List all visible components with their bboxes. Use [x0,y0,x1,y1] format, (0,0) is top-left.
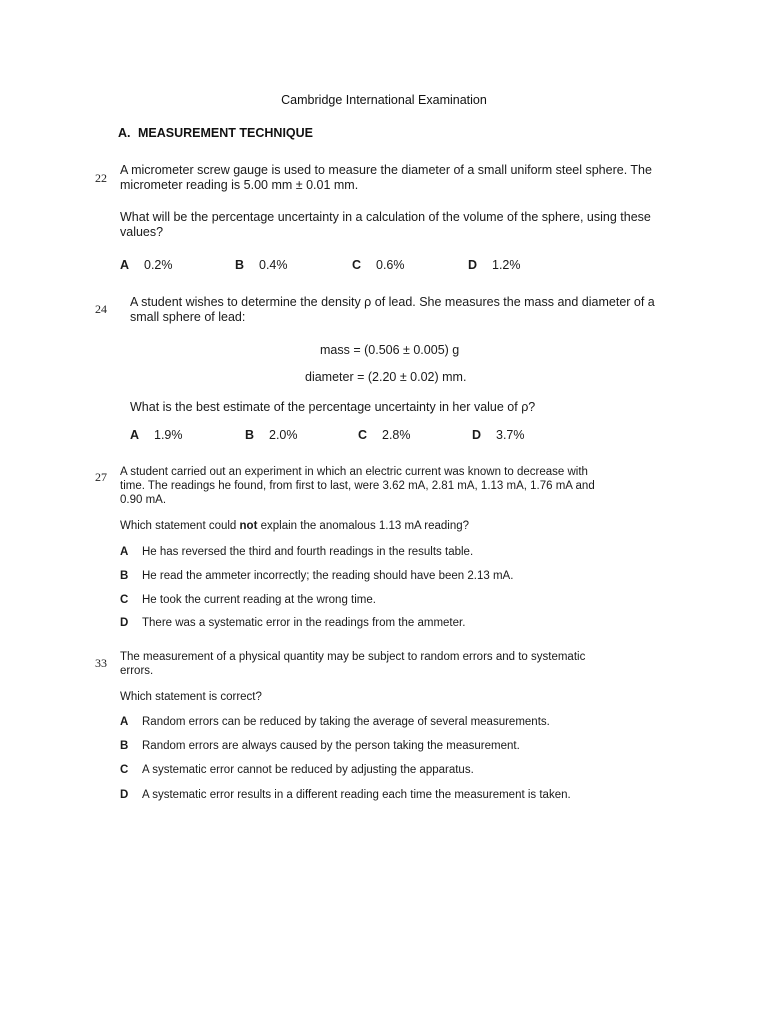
question-number: 33 [95,656,107,670]
answer-option [120,764,474,776]
answer-option [120,594,376,606]
answer-option [120,546,473,558]
option-letter: A [130,428,140,442]
answer-option [120,617,465,629]
stem-line: 0.90 mA. [120,494,167,506]
option-letter: A [120,258,130,272]
question-prompt [130,400,535,415]
answer-option [352,258,405,272]
stem-line: A student carried out an experiment in which an electric current was known to decrease with [120,466,588,478]
option-text: 0.6% [376,258,405,272]
prompt-line: values? [120,225,164,239]
option-letter: D [472,428,482,442]
equation-mass: mass = (0.506 ± 0.005) g [320,343,460,357]
question-number: 24 [95,302,107,316]
question-stem [120,465,595,507]
stem-line: micrometer reading is 5.00 mm ± 0.01 mm. [120,178,359,192]
question-stem [120,163,652,193]
option-text: A systematic error cannot be reduced by adjusting the apparatus. [142,764,474,776]
question-prompt [120,690,262,705]
option-text: 1.9% [154,428,183,442]
option-text: There was a systematic error in the readings from the ammeter. [142,617,466,629]
section-letter: A. [118,126,131,140]
section-title: MEASUREMENT TECHNIQUE [138,126,314,140]
stem-line: A micrometer screw gauge is used to measure the diameter of a small uniform steel sphere. The [120,163,652,177]
answer-option [130,428,183,442]
prompt-line: What will be the percentage uncertainty in a calculation of the volume of the sphere, using these [120,210,651,224]
answer-option [120,740,520,752]
question-prompt [120,519,469,534]
stem-line: small sphere of lead: [130,310,246,324]
option-text: He read the ammeter incorrectly; the reading should have been 2.13 mA. [142,570,514,582]
option-letter: C [352,258,362,272]
answer-option [468,258,521,272]
option-text: Random errors are always caused by the person taking the measurement. [142,740,520,752]
option-text: 1.2% [492,258,521,272]
option-letter: B [245,428,255,442]
question-stem [130,295,655,325]
option-text: 2.8% [382,428,411,442]
equation-diameter: diameter = (2.20 ± 0.02) mm. [305,370,467,384]
question-stem [120,650,585,678]
page-title: Cambridge International Examination [281,93,487,107]
prompt-line: What is the best estimate of the percentage uncertainty in her value of ρ? [130,400,536,414]
option-letter: C [120,594,129,606]
prompt-text: explain the anomalous 1.13 mA reading? [257,520,470,532]
answer-option [472,428,525,442]
answer-option [120,570,513,582]
answer-option [245,428,298,442]
option-letter: B [235,258,245,272]
option-letter: D [468,258,478,272]
option-text: 0.4% [259,258,288,272]
question-prompt [120,210,651,240]
option-text: He took the current reading at the wrong time. [142,594,376,606]
question-number: 22 [95,171,107,185]
option-letter: C [120,764,129,776]
stem-line: time. The readings he found, from first to last, were 3.62 mA, 2.81 mA, 1.13 mA, 1.76 mA and [120,480,595,492]
answer-option [358,428,411,442]
option-letter: B [120,570,129,582]
option-letter: A [120,716,129,728]
section-heading [118,126,313,140]
prompt-line: Which statement is correct? [120,691,262,703]
option-text: 3.7% [496,428,525,442]
answer-option [120,789,571,801]
option-text: Random errors can be reduced by taking the average of several measurements. [142,716,550,728]
option-text: A systematic error results in a different reading each time the measurement is taken. [142,789,571,801]
prompt-emphasis: not [239,520,258,532]
answer-option [120,258,173,272]
question-number: 27 [95,470,107,484]
stem-line: errors. [120,665,154,677]
option-letter: D [120,789,129,801]
answer-option [120,716,550,728]
option-text: 0.2% [144,258,173,272]
option-letter: C [358,428,368,442]
option-text: He has reversed the third and fourth readings in the results table. [142,546,474,558]
prompt-text: Which statement could [120,520,240,532]
option-letter: A [120,546,129,558]
answer-option [235,258,288,272]
stem-line: The measurement of a physical quantity may be subject to random errors and to systematic [120,651,586,663]
option-letter: D [120,617,129,629]
option-text: 2.0% [269,428,298,442]
option-letter: B [120,740,129,752]
stem-line: A student wishes to determine the density ρ of lead. She measures the mass and diameter of a [130,295,655,309]
